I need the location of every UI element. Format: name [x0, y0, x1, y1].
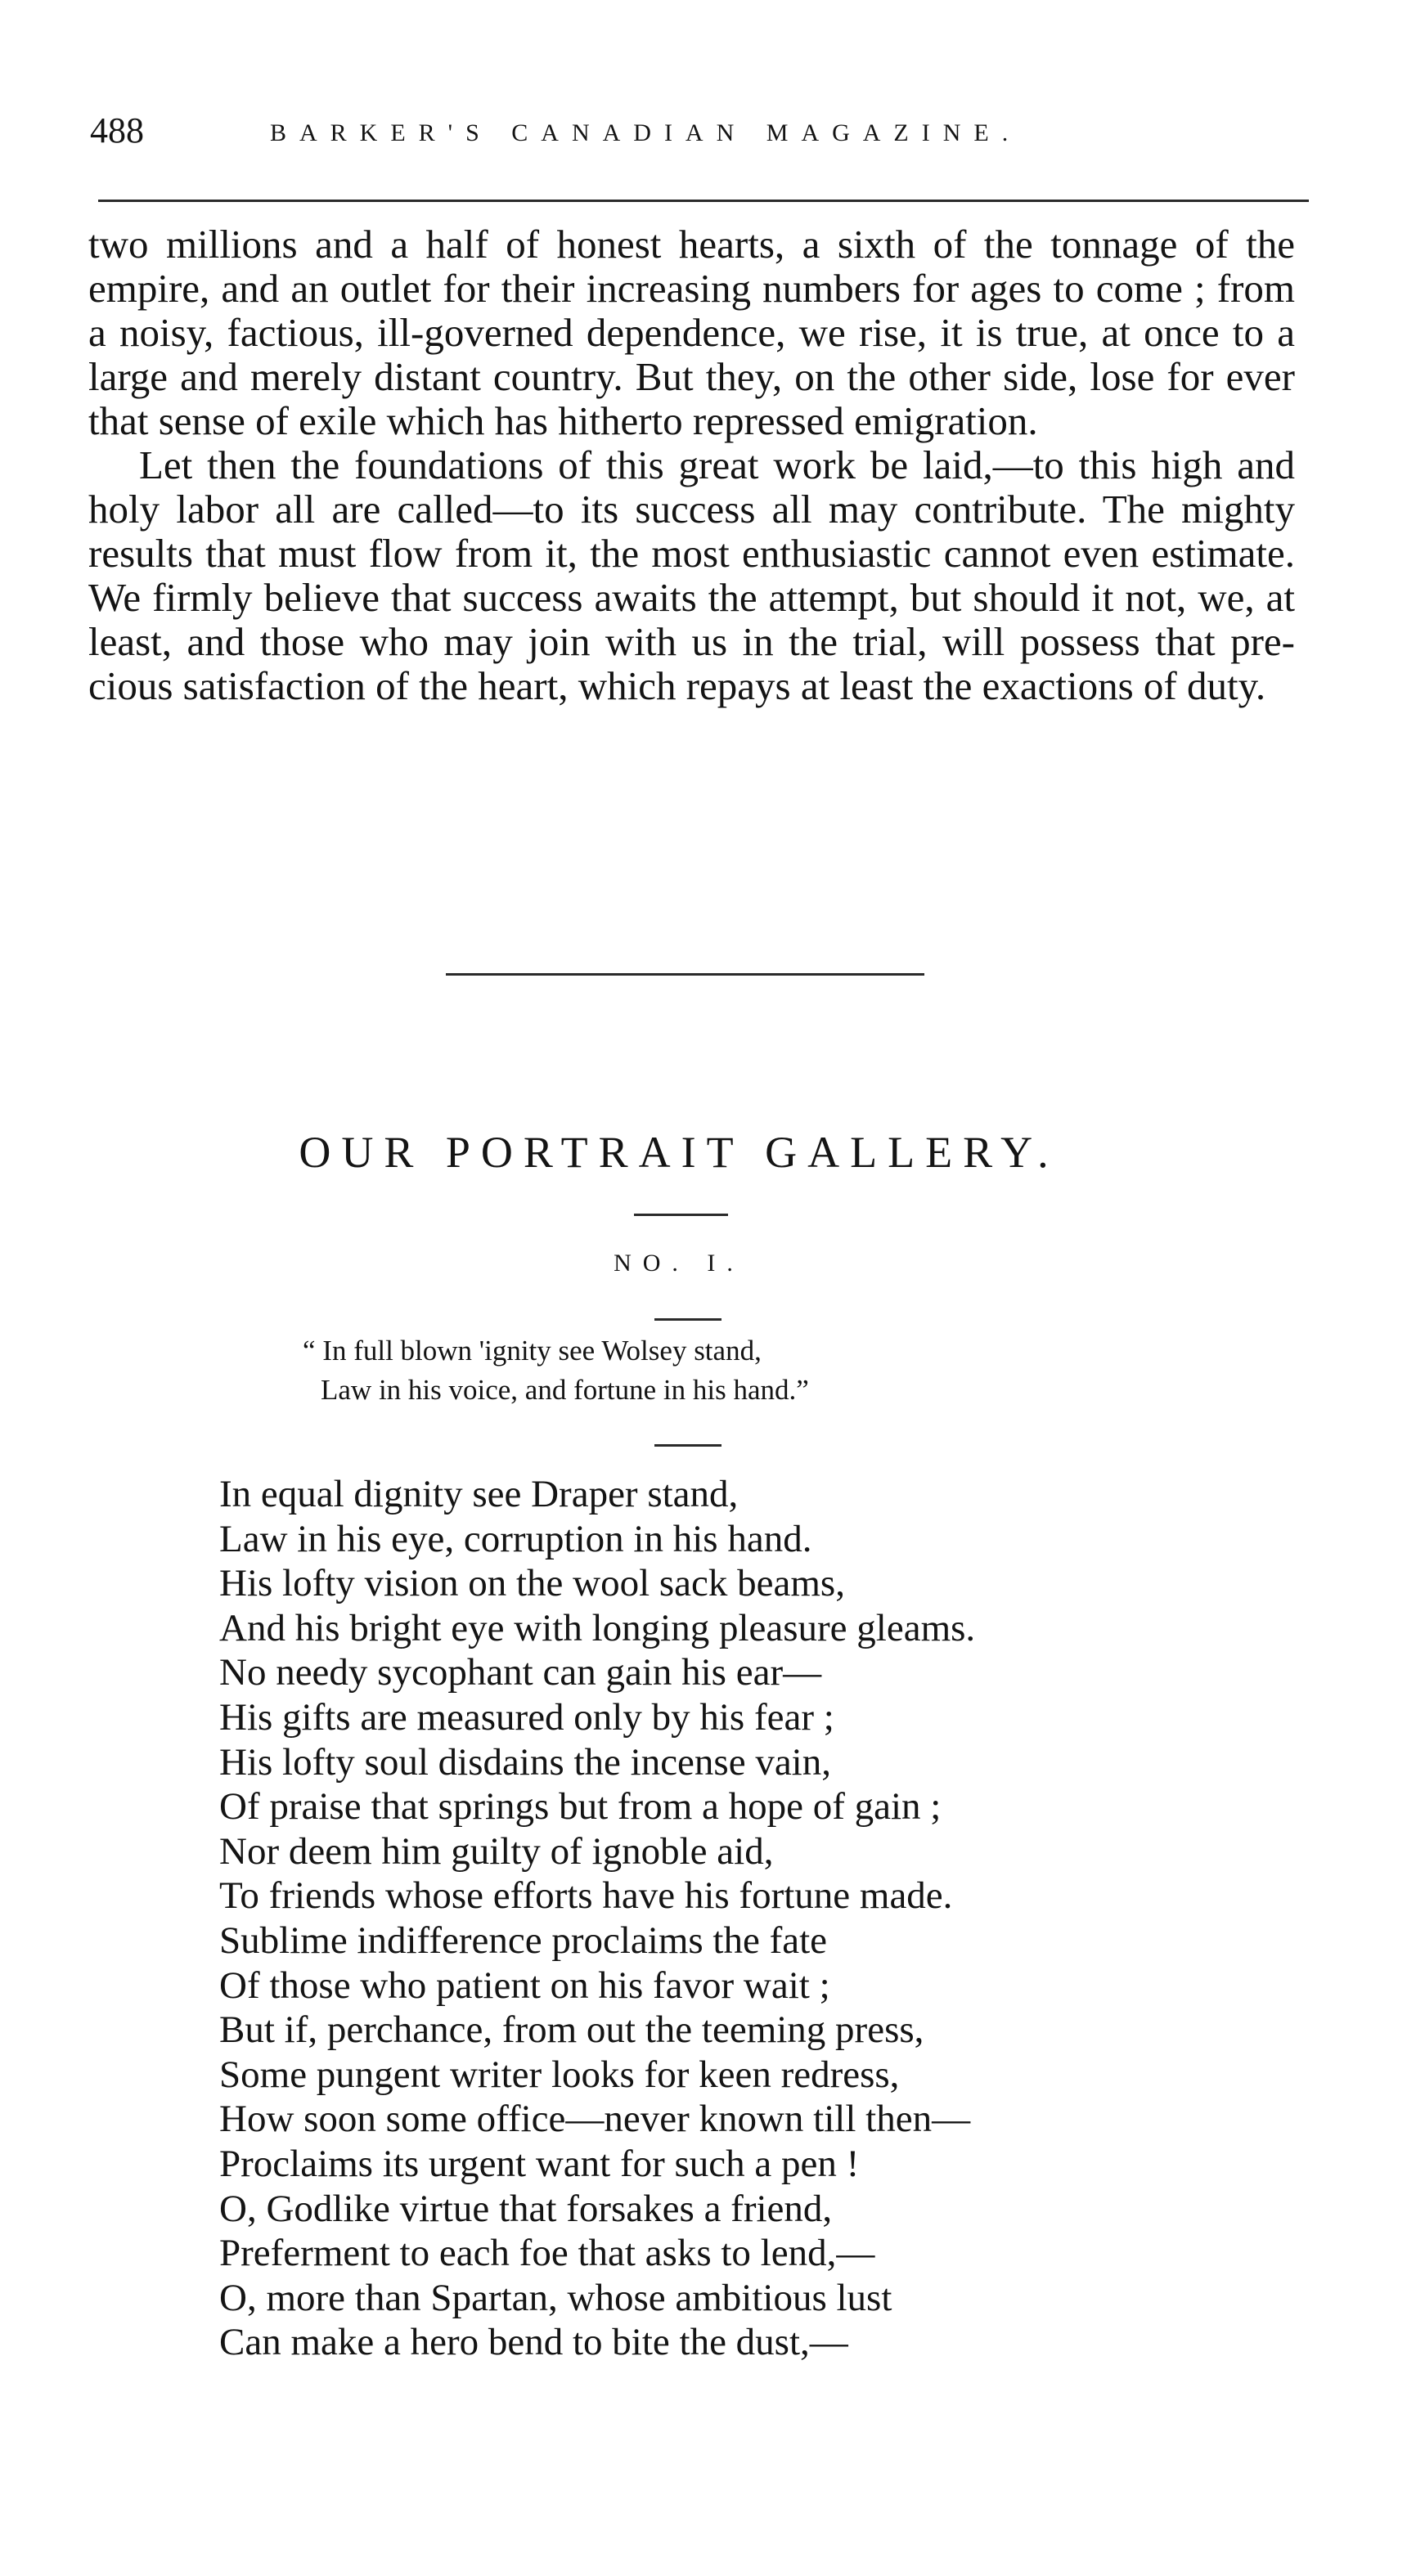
article-prose	[88, 222, 1295, 708]
running-header: BARKER'S CANADIAN MAGAZINE.	[270, 119, 1022, 146]
epigraph-rule	[654, 1444, 721, 1447]
paragraph: Let then the foundations of this great work be laid,—to this high and holy labor all are called—to its success all may contribute. The mighty results that must flow from it, the most enthusiastic cannot even estimate. We firmly believe that success awaits the attempt, but should it not, we, at least, and those who may join with us in the trial, will possess that precious satisfaction of the heart, which repays at least the exactions of duty.	[88, 442, 1295, 708]
poem-line: To friends whose efforts have his fortune made.	[219, 1874, 953, 1918]
poem-line: Proclaims its urgent want for such a pen !	[219, 2142, 860, 2185]
poem-line: Sublime indifference proclaims the fate	[219, 1919, 828, 1962]
paragraph: two millions and a half of honest hearts, a sixth of the tonnage of the empire, and an outlet for their increasing numbers for ages to come ; from a noisy, factious, ill-governed dependence, we rise, it is true, at once to a large and merely distant country. But they, on the other side, lose for ever that sense of exile which has hitherto repressed emigration.	[88, 222, 1295, 443]
poem-line: His gifts are measured only by his fear ;	[219, 1695, 834, 1739]
poem-line: His lofty vision on the wool sack beams,	[219, 1562, 845, 1605]
poem-line: Of praise that springs but from a hope of gain ;	[219, 1785, 942, 1829]
poem-line: O, more than Spartan, whose ambitious lust	[219, 2276, 892, 2319]
poem-line: But if, perchance, from out the teeming press,	[219, 2008, 924, 2052]
poem-line: And his bright eye with longing pleasure gleams.	[219, 1606, 976, 1649]
section-divider	[446, 973, 924, 976]
epigraph-line: Law in his voice, and fortune in his hand.”	[321, 1374, 809, 1406]
epigraph-line: “ In full blown 'ignity see Wolsey stand,	[303, 1335, 762, 1367]
poem-line: O, Godlike virtue that forsakes a friend,	[219, 2187, 833, 2230]
title-rule	[634, 1214, 728, 1216]
poem	[219, 1472, 1201, 2365]
poem-line: Some pungent writer looks for keen redress,	[219, 2053, 900, 2096]
poem-line: Nor deem him guilty of ignoble aid,	[219, 1829, 774, 1873]
poem-line: In equal dignity see Draper stand,	[219, 1473, 739, 1515]
section-number: NO. I.	[614, 1250, 744, 1277]
poem-line: No needy sycophant can gain his ear—	[219, 1651, 822, 1694]
page-number: 488	[90, 110, 144, 150]
epigraph	[303, 1331, 1039, 1410]
poem-line: Preferment to each foe that asks to lend,—	[219, 2232, 875, 2275]
poem-line: Can make a hero bend to bite the dust,—	[219, 2321, 848, 2364]
number-rule	[654, 1318, 721, 1321]
poem-line: Of those who patient on his favor wait ;	[219, 1963, 830, 2007]
header-rule	[98, 200, 1309, 202]
poem-line: His lofty soul disdains the incense vain,	[219, 1740, 831, 1784]
poem-line: Law in his eye, corruption in his hand.	[219, 1517, 812, 1560]
section-title: OUR PORTRAIT GALLERY.	[299, 1128, 1059, 1177]
poem-line: How soon some office—never known till then—	[219, 2098, 971, 2141]
